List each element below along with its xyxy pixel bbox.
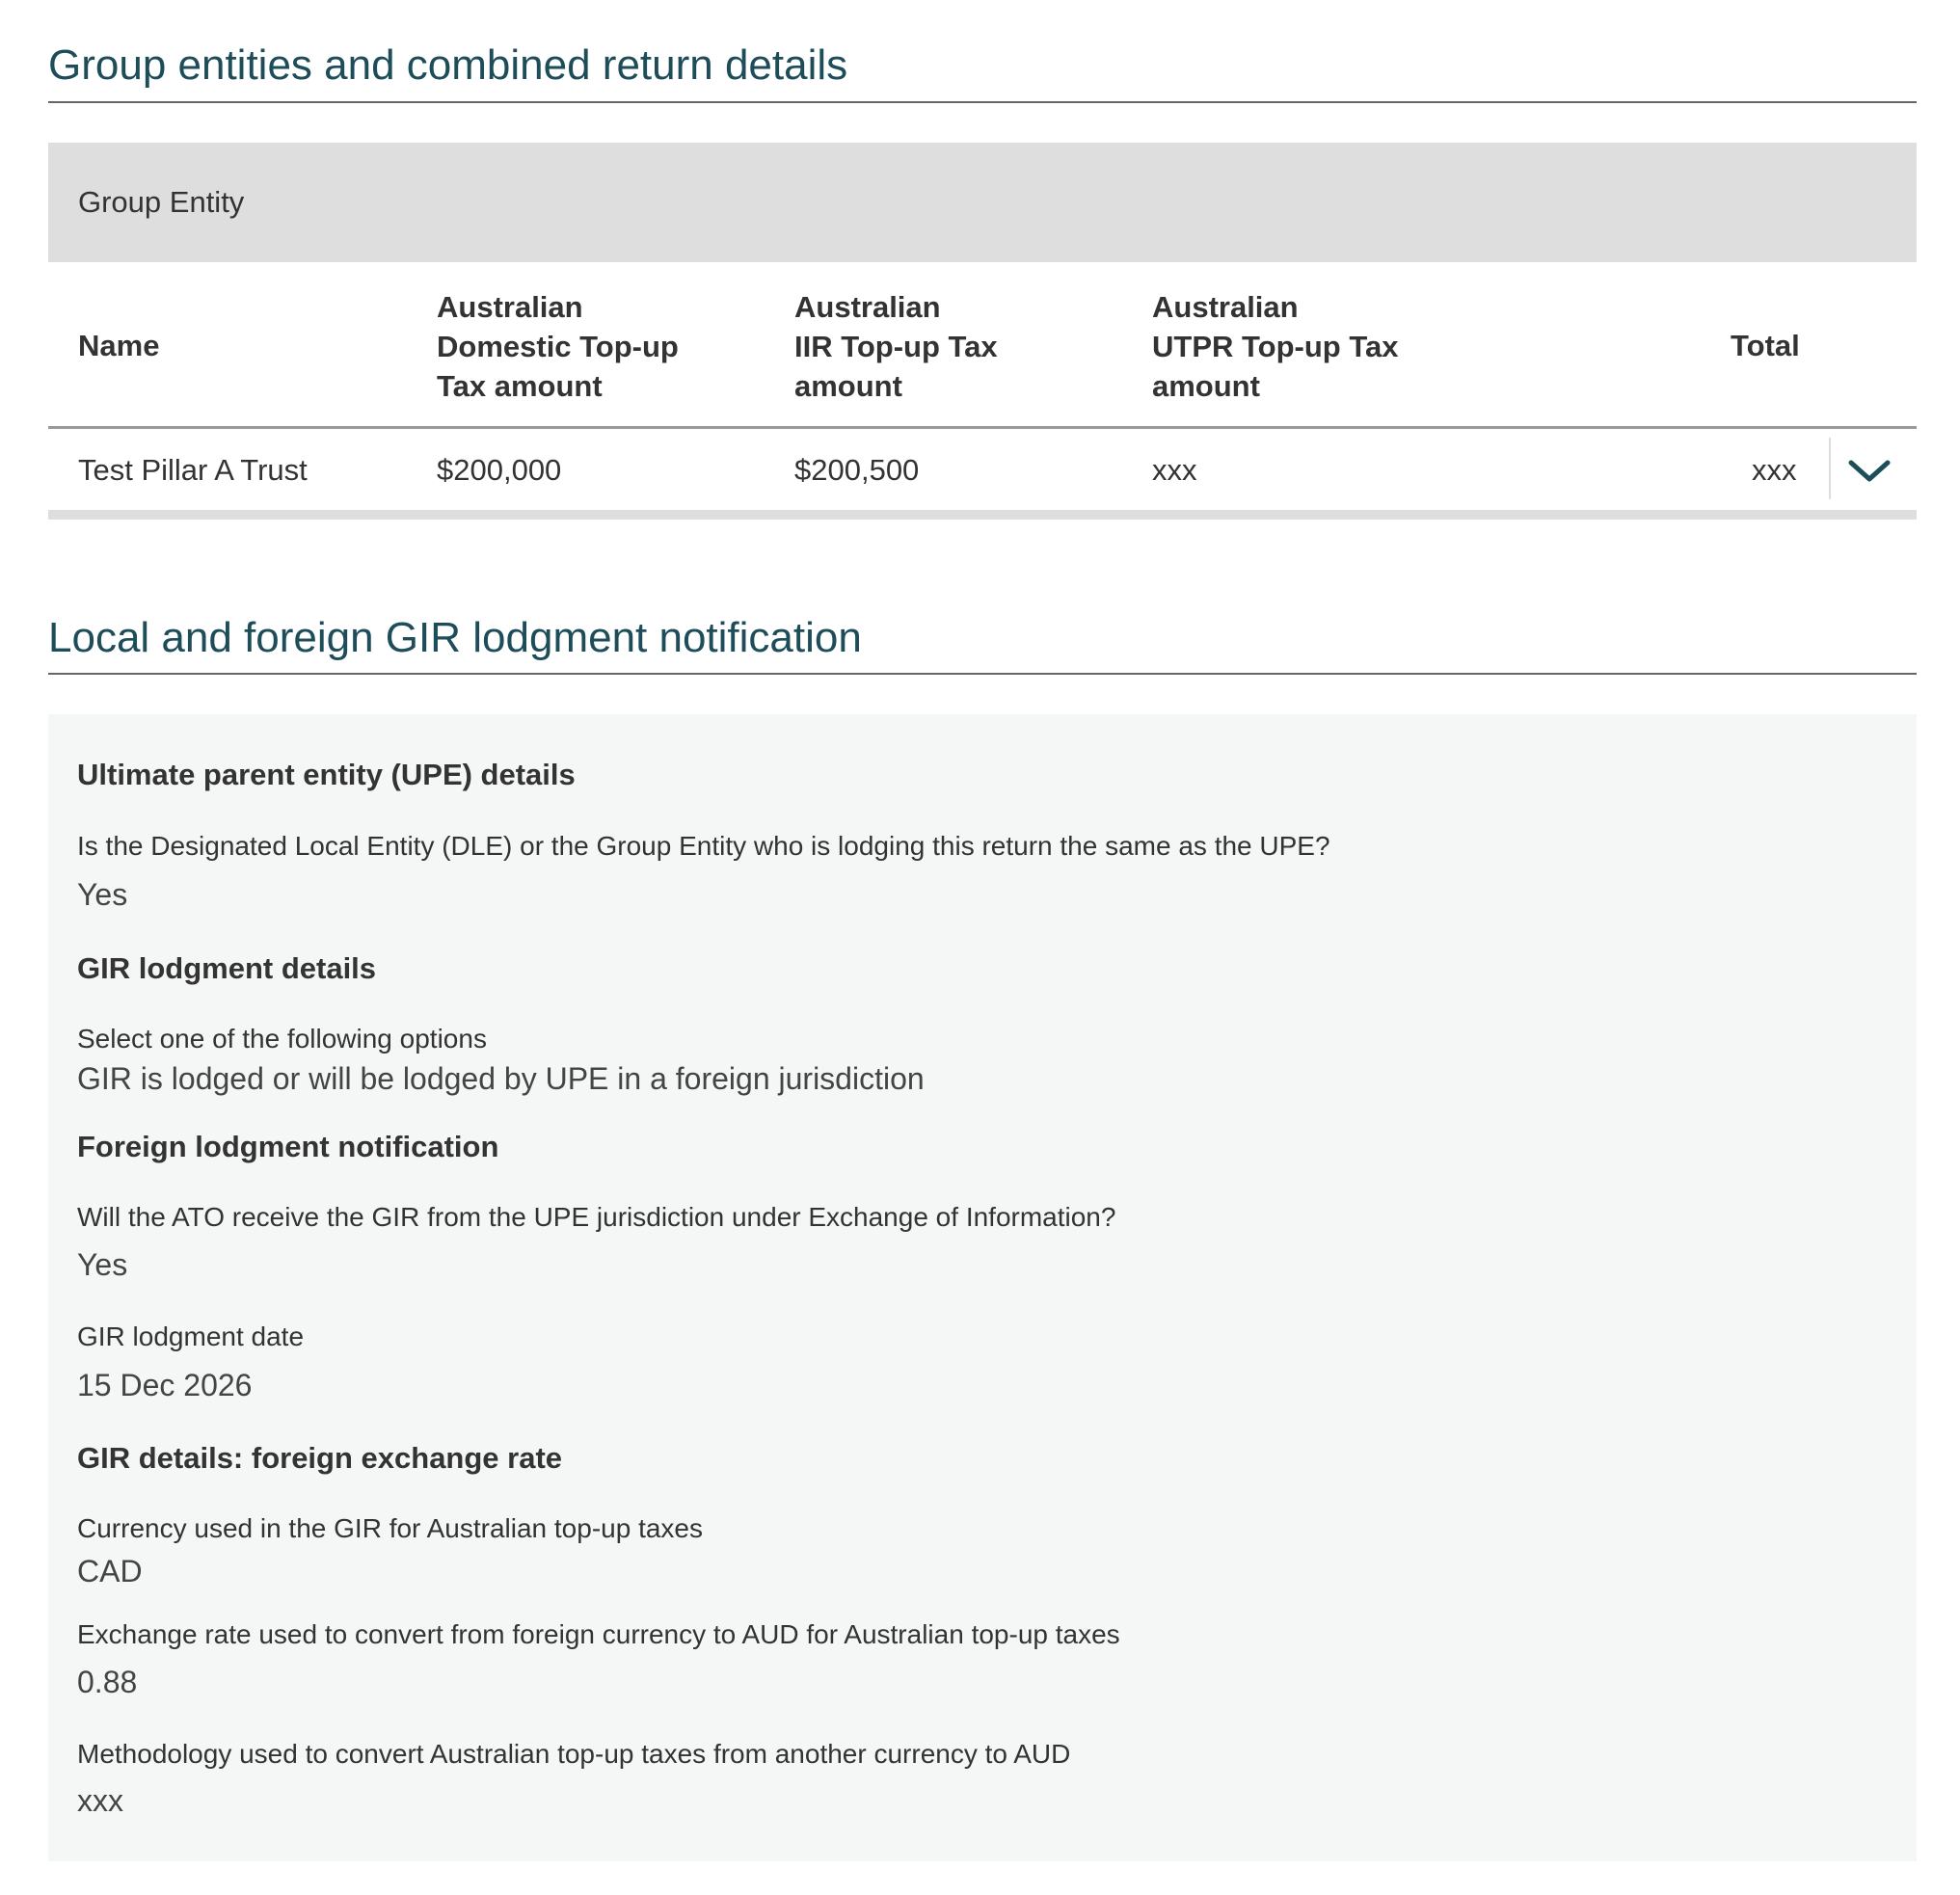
method-label: Methodology used to convert Australian top-up taxes from another currency to AUD: [77, 1739, 1071, 1769]
col-text: Domestic Top-up: [437, 330, 679, 363]
section-title-gir-notification: Local and foreign GIR lodgment notification: [48, 614, 862, 661]
foreign-answer: Yes: [77, 1247, 128, 1282]
col-text: amount: [1152, 369, 1260, 403]
date-label: GIR lodgment date: [77, 1321, 305, 1351]
col-text: IIR Top-up Tax: [794, 330, 998, 363]
col-text: Australian: [1152, 290, 1299, 324]
col-text: UTPR Top-up Tax: [1152, 330, 1399, 363]
gir-label: Select one of the following options: [77, 1024, 487, 1054]
table-caption-bar: [48, 143, 1917, 262]
chevron-down-icon: [1843, 448, 1895, 493]
col-text: amount: [794, 369, 902, 403]
upe-heading: Ultimate parent entity (UPE) details: [77, 758, 576, 791]
cell-iir: $200,500: [794, 453, 920, 487]
col-total: Total: [1731, 329, 1800, 362]
cell-domestic: $200,000: [437, 453, 562, 487]
header-divider: [48, 426, 1917, 429]
upe-answer: Yes: [77, 877, 128, 912]
currency-value: CAD: [77, 1554, 143, 1588]
expand-row-button[interactable]: [1843, 448, 1895, 493]
col-name: Name: [78, 329, 160, 362]
table-footer-bar: [48, 510, 1917, 520]
col-domestic: [437, 287, 679, 406]
method-value: xxx: [77, 1783, 123, 1818]
divider: [48, 673, 1917, 675]
cell-total: xxx: [1752, 453, 1797, 487]
divider: [48, 101, 1917, 103]
rate-label: Exchange rate used to convert from foreign currency to AUD for Australian top-up taxes: [77, 1619, 1120, 1649]
fx-heading: GIR details: foreign exchange rate: [77, 1441, 563, 1475]
foreign-heading: Foreign lodgment notification: [77, 1130, 499, 1163]
table-caption: Group Entity: [78, 185, 245, 219]
cell-divider: [1829, 438, 1831, 499]
cell-utpr: xxx: [1152, 453, 1197, 487]
col-text: Australian: [794, 290, 941, 324]
foreign-question: Will the ATO receive the GIR from the UPE jurisdiction under Exchange of Information?: [77, 1202, 1116, 1232]
gir-value: GIR is lodged or will be lodged by UPE in a foreign jurisdiction: [77, 1061, 925, 1096]
cell-name: Test Pillar A Trust: [78, 453, 308, 487]
rate-value: 0.88: [77, 1665, 138, 1699]
col-utpr: [1152, 287, 1398, 406]
section-title-group-entities: Group entities and combined return details: [48, 41, 848, 89]
upe-question: Is the Designated Local Entity (DLE) or the Group Entity who is lodging this return the same as the UPE?: [77, 831, 1330, 861]
gir-details-panel: [48, 714, 1917, 1861]
date-value: 15 Dec 2026: [77, 1368, 253, 1402]
col-text: Australian: [437, 290, 583, 324]
col-text: Tax amount: [437, 369, 603, 403]
col-iir: [794, 287, 998, 406]
gir-heading: GIR lodgment details: [77, 951, 377, 985]
currency-label: Currency used in the GIR for Australian top-up taxes: [77, 1513, 703, 1543]
